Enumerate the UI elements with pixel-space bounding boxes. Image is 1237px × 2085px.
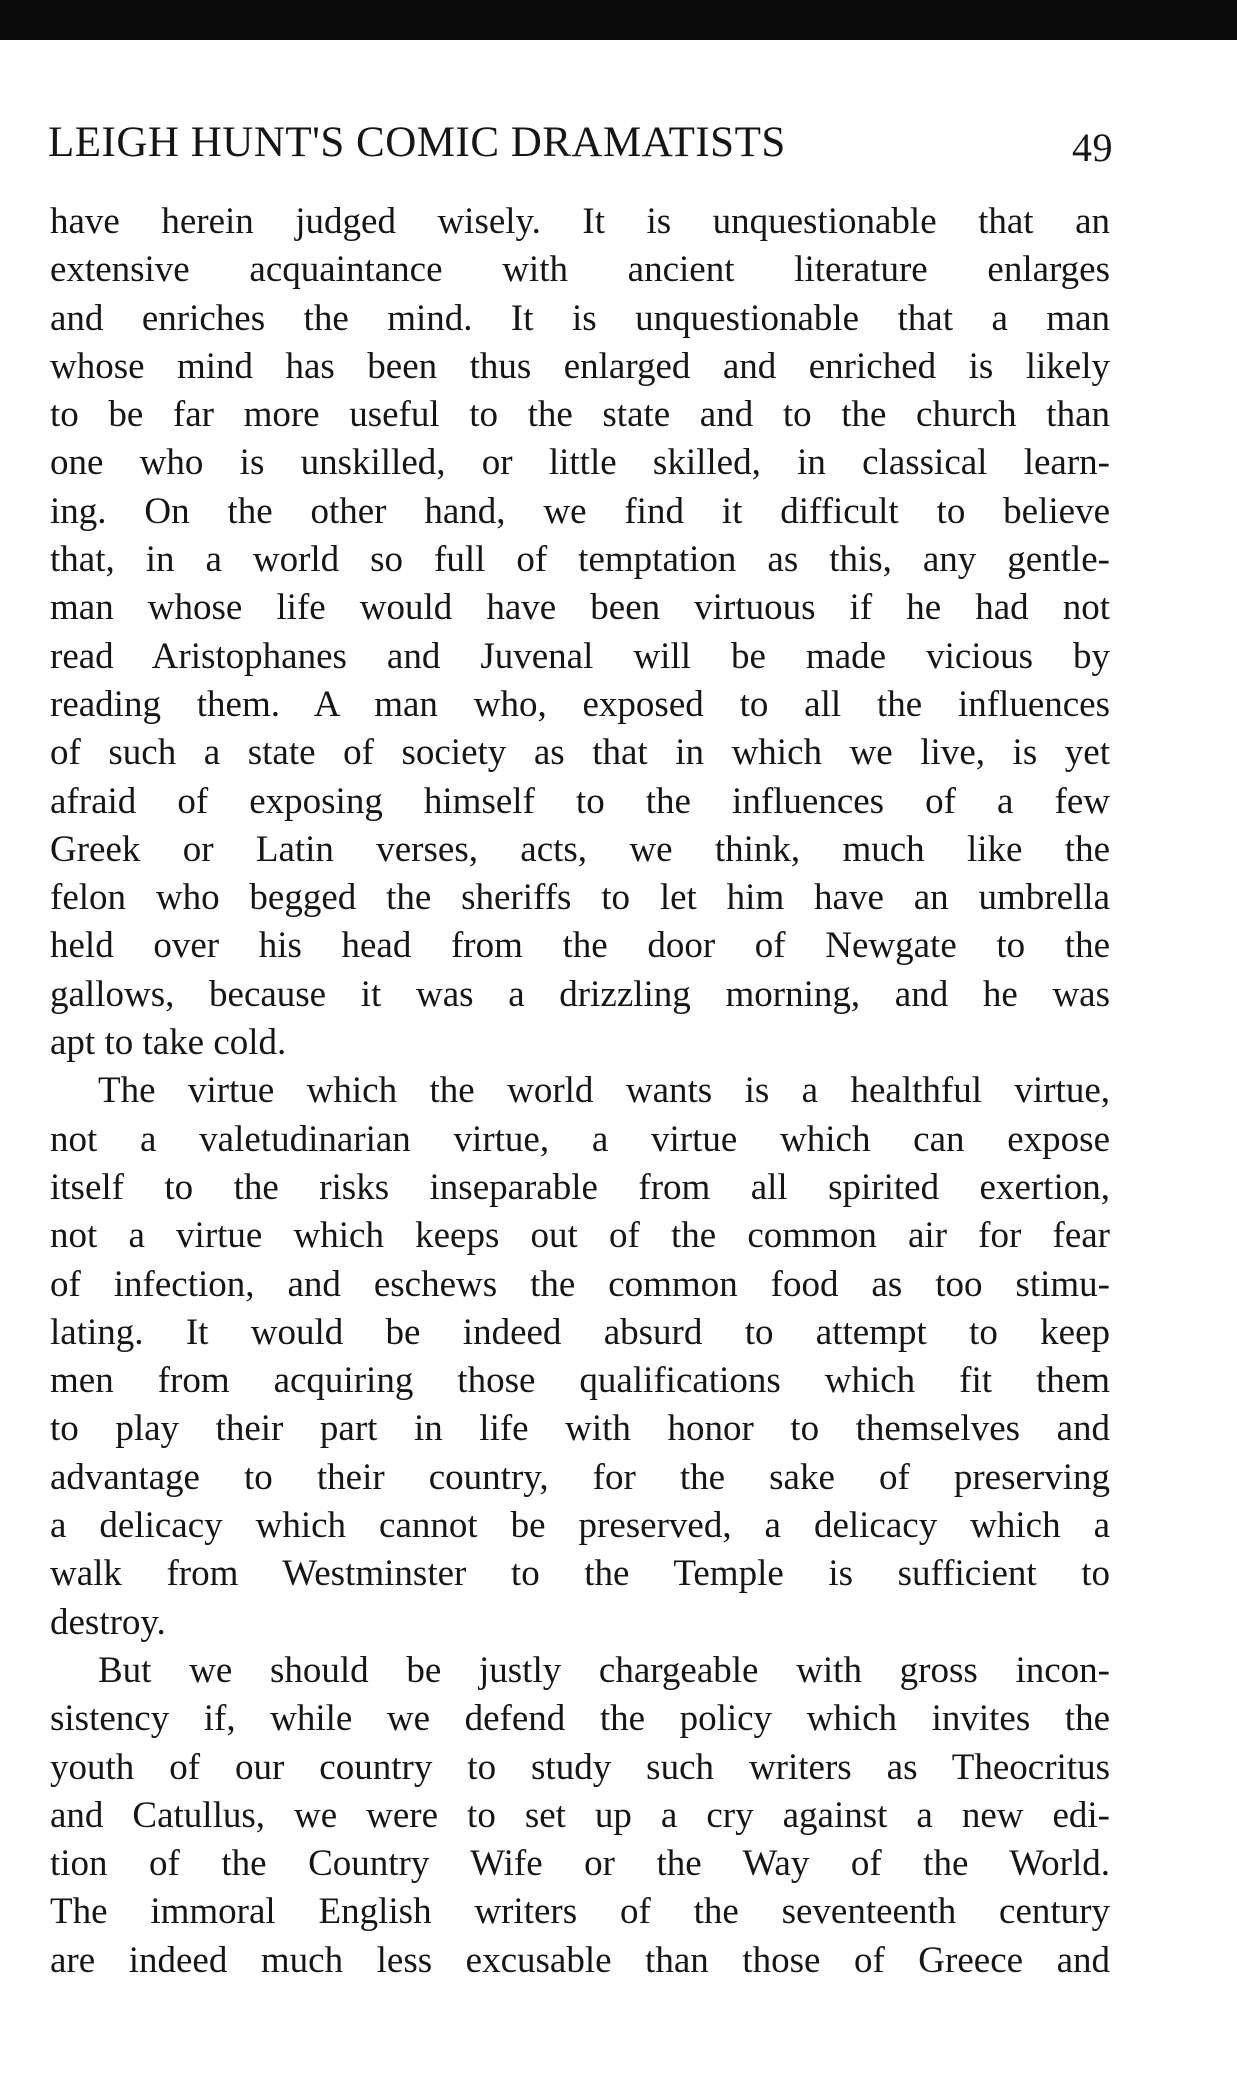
body-text [50, 198, 1110, 1985]
text-line: Greek or Latin verses, acts, we think, much like the [50, 828, 1110, 870]
text-line: man whose life would have been virtuous if he had not [50, 587, 1110, 629]
text-line: read Aristophanes and Juvenal will be made vicious by [50, 635, 1110, 677]
text-line: not a virtue which keeps out of the common air for fear [50, 1215, 1110, 1257]
text-line: have herein judged wisely. It is unquestionable that an [50, 201, 1110, 242]
text-line: and Catullus, we were to set up a cry against a new edi- [50, 1794, 1110, 1836]
text-line: youth of our country to study such writers as Theocritus [50, 1746, 1110, 1788]
text-line: itself to the risks inseparable from all spirited exertion, [50, 1166, 1110, 1208]
text-line: to play their part in life with honor to themselves and [50, 1408, 1110, 1450]
text-line: to be far more useful to the state and to the church than [50, 394, 1110, 436]
text-line: of such a state of society as that in which we live, is yet [50, 732, 1110, 774]
text-line: whose mind has been thus enlarged and enriched is likely [50, 345, 1110, 387]
text-line: The immoral English writers of the seventeenth century [50, 1891, 1110, 1933]
text-line: a delicacy which cannot be preserved, a delicacy which a [50, 1505, 1110, 1547]
text-line: and enriches the mind. It is unquestionable that a man [50, 297, 1110, 339]
text-line: tion of the Country Wife or the Way of the World. [50, 1843, 1110, 1885]
text-line: walk from Westminster to the Temple is sufficient to [50, 1553, 1110, 1595]
text-line: gallows, because it was a drizzling morning, and he was [50, 973, 1110, 1015]
text-line: apt to take cold. [50, 1022, 287, 1064]
text-line: advantage to their country, for the sake of preserving [50, 1456, 1110, 1498]
text-line: that, in a world so full of temptation as this, any gentle- [50, 539, 1110, 581]
running-head-title: LEIGH HUNT'S COMIC DRAMATISTS [48, 119, 786, 166]
text-line: not a valetudinarian virtue, a virtue which can expose [50, 1118, 1110, 1160]
top-scan-border [0, 0, 1237, 40]
running-head [48, 118, 1113, 168]
text-line: men from acquiring those qualifications which fit them [50, 1360, 1110, 1402]
text-line: of infection, and eschews the common food as too stimu- [50, 1263, 1110, 1305]
text-line: held over his head from the door of Newgate to the [50, 925, 1110, 967]
text-line: sistency if, while we defend the policy which invites the [50, 1698, 1110, 1740]
text-line: The virtue which the world wants is a healthful virtue, [98, 1070, 1110, 1112]
text-line: reading them. A man who, exposed to all the influences [50, 683, 1110, 725]
text-line: But we should be justly chargeable with gross incon- [98, 1649, 1110, 1691]
text-line: destroy. [50, 1601, 166, 1643]
text-line: extensive acquaintance with ancient literature enlarges [50, 249, 1110, 291]
text-line: afraid of exposing himself to the influences of a few [50, 780, 1110, 822]
text-line: ing. On the other hand, we find it difficult to believe [50, 490, 1110, 532]
page-number: 49 [1072, 125, 1113, 170]
text-line: felon who begged the sheriffs to let him have an umbrella [50, 877, 1110, 919]
text-line: one who is unskilled, or little skilled, in classical learn- [50, 442, 1110, 484]
text-line: lating. It would be indeed absurd to attempt to keep [50, 1311, 1110, 1353]
text-line: are indeed much less excusable than those of Greece and [50, 1939, 1110, 1981]
